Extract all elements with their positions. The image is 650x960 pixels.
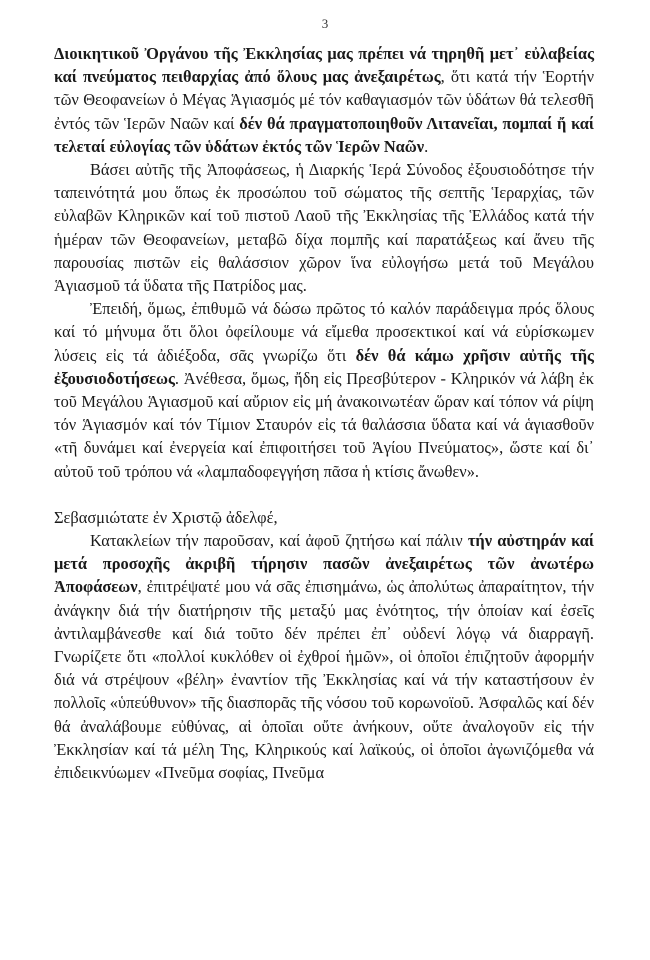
text-run: . Ἀνέθεσα, ὅμως, ἤδη εἰς Πρεσβύτερον - Κληρικόν νά λάβη ἐκ τοῦ Μεγάλου Ἁγιασμοῦ καί αὔριον εἰς μή ἀνακοινωτέαν ὥραν καί τόπον νά ρίψη τόν Ἁγιασμόν καί τόν Τίμιον Σταυρόν εἰς τά θαλάσσια ὕδατα καί νά ἁγιασθοῦν «τῆ δυνάμει καί ἐνεργεία καί ἐπιφοιτήσει τοῦ Ἁγίου Πνεύματος», ὥστε καί δι᾽ αὐτοῦ τοῦ τρόπου νά «λαμπαδοφεγγήση πᾶσα ἡ κτίσις ἄνωθεν». (54, 368, 594, 481)
document-body (54, 42, 594, 784)
text-run: , ὅτι κατά τήν Ἑορτήν τῶν Θεοφανείων ὁ Μέγας Ἁγιασμός μέ τόν καθαγιασμόν τῶν ὑδάτων θά τελεσθῆ ἐντός τῶν Ἱερῶν Ναῶν καί (54, 67, 594, 133)
paragraph (54, 506, 594, 529)
bold-text-run: Διοικητικοῦ Ὀργάνου τῆς Ἐκκλησίας μας πρέπει νά τηρηθῆ μετ᾽ εὐλαβείας καί πνεύματος πειθαρχίας ἀπό ὅλους μας ἀνεξαιρέτως (54, 44, 594, 87)
text-run: Σεβασμιώτατε ἐν Χριστῷ ἀδελφέ, (54, 507, 278, 527)
page-number: 3 (321, 16, 329, 31)
paragraph (54, 42, 594, 158)
text-run: Κατακλείων τήν παροῦσαν, καί ἀφοῦ ζητήσω καί πάλιν (90, 531, 468, 551)
text-run: Βάσει αὐτῆς τῆς Ἀποφάσεως, ἡ Διαρκής Ἱερά Σύνοδος ἐξουσιοδότησε τήν ταπεινότητά μου ὅπως ἐκ προσώπου τοῦ σώματος τῆς σεπτῆς Ἱεραρχίας, τῶν εὐλαβῶν Κληρικῶν καί τοῦ πιστοῦ Λαοῦ τῆς Ἐκκλησίας τῆς Ἑλλάδος κατά τήν ἡμέραν τῶν Θεοφανείων, μεταβῶ δίχα πομπῆς καί παρατάξεως καί ἄνευ τῆς παρουσίας πιστῶν εἰς θαλάσσιον χῶρον ἵνα εὐλογήσω μετά τοῦ Μεγάλου Ἁγιασμοῦ τά ὕδατα τῆς Πατρίδος μας. (54, 160, 594, 296)
text-run: , ἐπιτρέψατέ μου νά σᾶς ἐπισημάνω, ὡς ἀπολύτως ἀπαραίτητον, τήν ἀνάγκην διά τήν διατήρησιν τῆς μεταξύ μας ἑνότητος, τήν ὁποίαν καί ἐσεῖς ἀντιλαμβάνεσθε καί διά τοῦτο δέν πρέπει ἐπ᾽ οὐδενί λόγῳ νά διαρραγῆ. Γνωρίζετε ὅτι «πολλοί κυκλόθεν οἱ ἐχθροί ἡμῶν», οἱ ὁποῖοι ἐπιζητοῦν ἀφορμήν διά νά στρέψουν «βέλη» ἐναντίον τῆς Ἐκκλησίας καί νά τήν καταστήσουν ἐν πολλοῖς «ὑπεύθυνον» τῆς διασπορᾶς τῆς νόσου τοῦ κορωνοϊοῦ. Ἀσφαλῶς καί δέν θά ἀναλάβουμε εὐθύνας, αἱ ὁποῖαι οὔτε ἀνήκουν, οὔτε ἀναλογοῦν εἰς τήν Ἐκκλησίαν καί τά μέλη Της, Κληρικούς καί λαϊκούς, οἱ ὁποῖοι ἀγωνιζόμεθα νά ἐπιδεικνύωμεν «Πνεῦμα σοφίας, Πνεῦμα (54, 577, 594, 783)
bold-text-run: τήν αὐστηράν καί μετά προσοχῆς ἀκριβῆ τήρησιν πασῶν ἀνεξαιρέτως τῶν ἀνωτέρω Ἀποφάσεων (54, 531, 594, 597)
paragraph (54, 297, 594, 483)
text-run: . (424, 136, 429, 156)
paragraph (54, 529, 594, 784)
bold-text-run: δέν θά κάμω χρῆσιν αὐτῆς τῆς ἐξουσιοδοτήσεως (54, 345, 594, 388)
bold-text-run: δέν θά πραγματοποιηθοῦν Λιτανεῖαι, πομπαί ἤ καί τελεταί εὐλογίας τῶν ὑδάτων ἐκτός τῶν Ἱερῶν Ναῶν (54, 113, 594, 156)
paragraph-gap (54, 483, 594, 506)
text-run: Ἐπειδή, ὅμως, ἐπιθυμῶ νά δώσω πρῶτος τό καλόν παράδειγμα πρός ὅλους καί τό μήνυμα ὅτι ὅλοι ὀφείλουμε νά εἴμεθα προσεκτικοί καί νά εὑρίσκωμεν λύσεις εἰς τά ἀδιέξοδα, σᾶς γνωρίζω ὅτι (54, 299, 594, 365)
paragraph (54, 158, 594, 297)
